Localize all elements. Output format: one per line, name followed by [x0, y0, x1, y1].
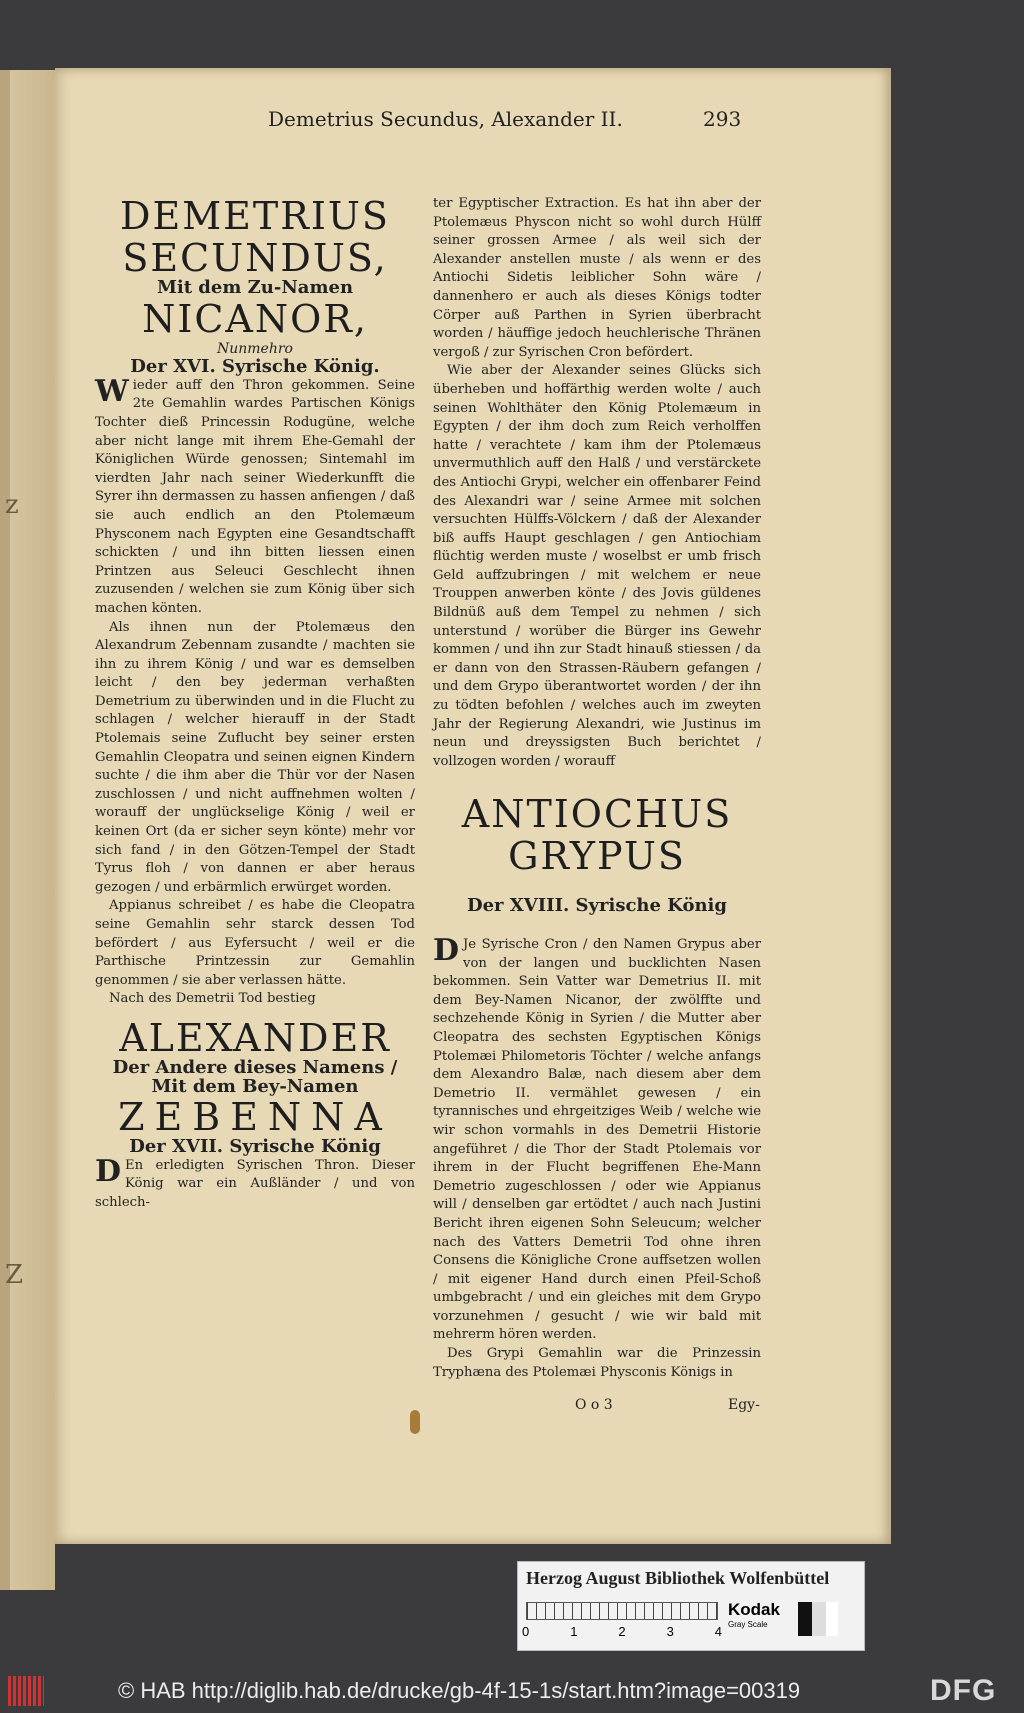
- barcode-icon: [8, 1676, 44, 1706]
- dfg-logo: DFG: [930, 1674, 997, 1707]
- paragraph: Nach des Demetrii Tod bestieg: [109, 991, 316, 1007]
- right-column: [433, 195, 761, 1382]
- running-head: Demetrius Secundus, Alexander II.: [268, 107, 623, 131]
- rank-line: Der XVI. Syrische König.: [130, 356, 380, 378]
- drop-cap: D: [95, 1153, 122, 1189]
- epithet-line: Mit dem Zu-Namen: [156, 277, 354, 298]
- source-link[interactable]: © HAB http://diglib.hab.de/drucke/gb-4f-15-1s/start.htm?image=00319: [118, 1678, 801, 1703]
- gray-scale-label: Gray Scale: [728, 1620, 768, 1629]
- subtitle-line: Der Andere dieses Namens /: [112, 1056, 398, 1078]
- heading-alexander: ALEXANDER: [119, 1015, 391, 1060]
- page-header: [0, 107, 1024, 137]
- rank-line-2: Der XVII. Syrische König: [129, 1136, 381, 1158]
- paragraph: ter Egyptischer Extraction. Es hat ihn aber der Ptolemæus Physcon nicht so wohl durch Hülff seiner grossen Armee / als weil sich der Alexander anstellen muste / als wenn er des Antiochi Sidetis leiblicher Sohn wäre / dannenhero er auch als dieses Königs todter Cörper auß Parthen in Syrien überbracht worden / häuffige jedoch heuchlerische Thränen vergoß / zur Syrischen Cron befördert.: [433, 196, 761, 360]
- drop-cap: D: [433, 933, 460, 968]
- nunmehro-line: Nunmehro: [217, 340, 293, 357]
- heading-grypus: GRYPUS: [508, 834, 686, 879]
- drop-cap: W: [95, 373, 129, 409]
- wax-spot: [410, 1410, 420, 1434]
- paragraph: D Je Syrische Cron / den Namen Grypus aber von der langen und bucklichten Nasen bekommen. Sein Vatter war Demetrius II. mit dem Bey-Namen Nicanor, der zwölffte und sechzehende König in Syrien / die Mutter aber Cleopatra des sechsten Egyptischen Königs Ptolemæi Philometoris Töchter / welche anfangs dem Alexandro Balæ, nach diesem aber dem Demetrio II. vermählet gewesen / ein tyrannisches und ehrgeitziges Weib / welche wie wir schon vormahls in des Demetrii Historie angeführet / die Thor der Stadt Ptolemais vor ihrem in der Flucht begriffenen Ehe-Mann Demetrio zugeschlossen / oder wie Appianus will / denselben gar ertödtet / auch nach Justini Bericht ihren eigenen Sohn Seleucum; welcher nach des Vatters Demetrii Tod ohne ihren Consens die Königliche Crone auffsetzen wollen / mit eigener Hand durch einen Pfeil-Schoß umbgebracht / und ein gleiches mit dem Grypo vorzunehmen / gesucht / wie wir bald mit mehrerm hören werden.: [433, 933, 761, 1343]
- heading-antiochus: ANTIOCHUS: [461, 792, 733, 837]
- heading-demetrius: DEMETRIUS SECUNDUS,: [120, 194, 390, 280]
- paragraph: Als ihnen nun der Ptolemæus den Alexandrum Zebennam zusandte / machten sie ihn zu ihrem König / und war es demselben leicht / den bey jederman verhaßten Demetrium zu überwinden und in die Flucht zu schlagen / welcher hierauff in der Stadt Ptolemais seine Zuflucht bey seiner ersten Gemahlin Cleopatra und seinen eignen Kindern suchte / die ihm aber die Thür vor der Nasen zuschlossen / und nicht auffnehmen wolten / worauff der unglückselige König / weil er keinen Ort (da er sicher seyn könte) mehr vor sich fand / in den Götzen-Tempel der Stadt Tyrus floh / von dannen er aber heraus gezogen / und erbärmlich erwürget worden.: [95, 619, 415, 895]
- ruler-scale: [526, 1602, 718, 1620]
- heading-zebenna: ZEBENNA: [118, 1095, 392, 1140]
- heading-nicanor: NICANOR,: [142, 296, 368, 341]
- library-name: Herzog August Bibliothek Wolfenbüttel: [526, 1568, 830, 1588]
- paragraph: D En erledigten Syrischen Thron. Dieser König war ein Außländer / und von schlech-: [95, 1153, 415, 1210]
- kodak-logo: Kodak: [728, 1600, 780, 1619]
- paragraph: Appianus schreibet / es habe die Cleopatra seine Gemahlin sehr starck dessen Tod befördert / aus Eyfersucht / weil er die Parthische Printzessin zur Gemahlin genommen / sie aber verlassen hätte.: [95, 898, 415, 988]
- catchword: Egy-: [728, 1397, 760, 1413]
- page-number: 293: [703, 107, 742, 131]
- paragraph: Wie aber der Alexander seines Glücks sich überheben und hoffärthig werden wolte / auch seinen Wohlthäter den König Ptolemæum in Egypten / der ihm doch zum Reich verholffen hatte / verachtete / kam ihm der Ptolemæus unvermuthlich auff den Halß / und verstärckete des Antiochi Grypi, welcher ein offenbarer Feind des Alexandri war / seine Armee mit solchen versuchten Hülffs-Völckern / daß der Alexander biß auffs Haupt geschlagen / gen Antiochiam flüchtig werden muste / woselbst er umb frisch Geld auffzubringen / mit welchem er neue Trouppen anwerben könte / des Jovis güldenes Bildnüß auß dem Tempel zu nehmen / sich unterstund / worüber die Bürger ins Gewehr kommen / und ihn zur Stadt hinauß stiessen / da er dann von den Strassen-Räubern gefangen / und dem Grypo überantwortet worden / der ihn zu tödten befohlen / welches auch im zweyten Jahr der Regierung Alexandri, wie Justinus im neun und dreyssigsten Buch berichtet / vollzogen worden / worauff: [433, 363, 761, 769]
- epithet-line-2: Mit dem Bey-Namen: [151, 1075, 359, 1097]
- adjacent-page-edge: z Z: [0, 70, 55, 1590]
- viewer-footer: [0, 1672, 1024, 1713]
- signature-mark: O o 3: [575, 1397, 613, 1413]
- paragraph: Wieder auff den Thron gekommen. Seine 2te Gemahlin wardes Partischen Königs Tochter dieß Princessin Rodugüne, welche aber nicht lange mit ihrem Ehe-Gemahl der Königlichen Würde genossen; Sintemahl im vierdten Jahr nach seiner Wiederkunfft die Syrer ihn dermassen zu hassen anfiengen / daß sie auch endlich an den Ptolemæum Physconem nach Egypten eine Gesandtschafft schickten / und ihn bitten liessen einen Printzen aus Seleuci Geschlecht ihnen zuzusenden / welchen sie zum König über sich machen könten.: [95, 373, 415, 616]
- ruler-numbers: 0 1 2 3 4: [522, 1624, 722, 1639]
- color-scale-target: [517, 1561, 865, 1651]
- left-column: [95, 195, 415, 1213]
- paragraph: Des Grypi Gemahlin war die Prinzessin Tryphæna des Ptolemæi Physconis Königs in: [433, 1346, 761, 1380]
- rank-line-3: Der XVIII. Syrische König: [467, 895, 727, 917]
- gray-patches: [798, 1602, 838, 1636]
